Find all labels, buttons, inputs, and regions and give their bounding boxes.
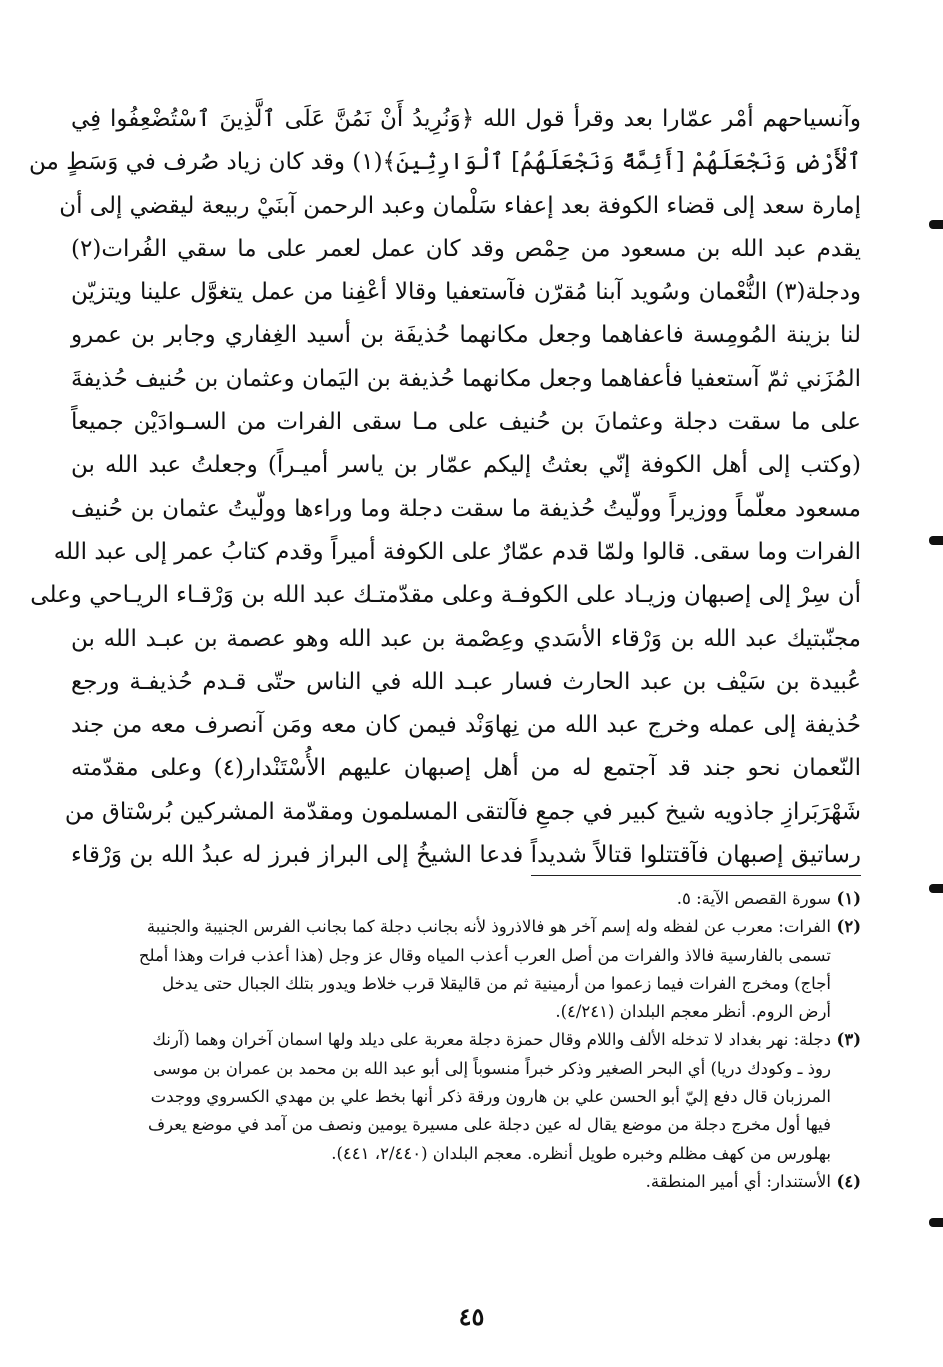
footnote-text: دجلة: نهر بغداد لا تدخله الألف واللام وقال حمزة دجلة معربة على ديلد ولها اسمان آخران وهما (آرنك bbox=[152, 1030, 831, 1050]
page-edge-mark bbox=[929, 536, 943, 545]
text-line: المُزَني ثمّ آستعفيا فأعفاهما وجعل مكانهما حُذيفة بن اليَمان وعثمان بن حُنيف حُذيفةَ bbox=[71, 365, 861, 392]
footnote bbox=[91, 1168, 861, 1196]
main-body-text bbox=[29, 98, 861, 877]
footnote-number: (٢) bbox=[836, 917, 861, 937]
footnote-text: الفرات: معرب عن لفظه وله إسم آخر هو فالاذروذ لأنه بجانب دجلة كما بجانب الفرس الجنيبة والجنيبة bbox=[146, 917, 831, 937]
text-line: على ما سقت دجلة وعثمانَ بن حُنيف على مـا سقى الفرات من السـوادَيْن جميعاً bbox=[71, 409, 861, 436]
footnote-first-line bbox=[91, 885, 861, 913]
text-line: يقدم عبد الله بن مسعود من حِمْص وقد كان عمل لعمر على ما سقي الفُرات(٢) bbox=[71, 235, 861, 262]
text-line: مجنّبتيك عبد الله بن وَرْقاء الأسَدي وعِصْمة بن عبد الله وهو عصمة بن عبـد الله بن bbox=[71, 625, 861, 652]
footnote-text: روذ ـ وكودك دريا) أي البحر الصغير وذكر خبراً منسوباً إلى أبو عبد الله بن محمد بن عمران بن موسى bbox=[153, 1058, 831, 1078]
text-line: عُبيدة بن سَيْف بن عبد الحارث فسار عبـد الله في الناس حتّى قـدم حُذيفـة ورجع bbox=[71, 668, 861, 695]
page-number: ٤٥ bbox=[458, 1302, 485, 1331]
footnote-separator bbox=[531, 875, 861, 876]
footnote-first-line bbox=[91, 913, 861, 941]
footnote-text: أرض الروم. أنظر معجم البلدان (٤/٢٤١). bbox=[555, 1002, 831, 1022]
page-edge-mark bbox=[929, 1218, 943, 1227]
footnote-number: (١) bbox=[836, 889, 861, 908]
text-line: ودجلة(٣) النُّعْمان وسُويد آبنا مُقرّن فآستعفيا وقالا أعْفِنا من عمل يتغوَّل علينا ويتزيّن bbox=[71, 279, 861, 306]
text-line: إمارة سعد إلى قضاء الكوفة بعد إعفاء سَلْمان وعبد الرحمن آبنَيْ ربيعة ليقضي إلى أن bbox=[59, 192, 861, 219]
text-line: لنا بزينة المُومِسة فاعفاهما وجعل مكانهما حُذيفَة بن أسيد الغِفاري وجابر بن عمرو bbox=[71, 322, 861, 349]
text-line: حُذيفة إلى عمله وخرج عبد الله من نِهاوَنْد فيمن كان معه ومَن آنصرف معه من جند bbox=[71, 712, 861, 739]
footnote-number: (٣) bbox=[836, 1030, 861, 1050]
text-line: شَهْرَبَرازِ جاذويه شيخ كبير في جمعِ فآلتقى المسلمون ومقدّمة المشركين بُرسْتاق من bbox=[64, 798, 861, 825]
footnote bbox=[91, 1026, 861, 1167]
footnote bbox=[91, 913, 861, 1026]
text-line: ٱلْأَرْضِ وَنَجْعَلَهُمْ [أَئِمَّةً وَنَجْعَلَهُمُ] ٱلْوَارِثِينَ﴾(١) وقد كان زياد صُرف في وَسَطٍ من bbox=[29, 149, 861, 176]
text-line: الفرات وما سقى. قالوا ولمّا قدم عمّارٌ على الكوفة أميراً وقدم كتابُ عمر إلى عبد الله bbox=[53, 538, 861, 565]
footnote-first-line bbox=[91, 1026, 861, 1054]
text-line: مسعود معلّماً ووزيراً وولّيتُ حُذيفة ما سقت دجلة وما وراءها وولّيتُ عثمان بن حُنيف bbox=[71, 495, 861, 522]
text-line: أن سِرْ إلى إصبهان وزيـاد على الكوفـة وعلى مقدّمتـك عبد الله بن وَرْقـاء الريـاحي وعلى bbox=[30, 582, 861, 609]
footnote-text: فيها أول مخرج دجلة من موضع يقال له عين دجلة على مسيرة يومين ونصف من آمد في موضع يعرف bbox=[148, 1115, 831, 1135]
footnote-number: (٤) bbox=[836, 1171, 861, 1191]
footnote-text: أجاج) ومخرج الفرات فيما زعموا من أرمينية ثم من قاليقلا قرب خلاط ويدور بتلك الجبال حتى يدخل bbox=[162, 973, 831, 993]
footnote-text: بهلورس من كهف مظلم وخبره طويل أنظره. معجم البلدان (٢/٤٤٠، ٤٤١). bbox=[331, 1143, 831, 1163]
footnote-text: سورة القصص الآية: ٥. bbox=[676, 889, 831, 908]
text-line: (وكتب إلى أهل الكوفة إنّي بعثتُ إليكم عمّار بن ياسر أميـراً) وجعلتُ عبد الله بن bbox=[71, 452, 861, 479]
footnote-text: تسمى بالفارسية فالاذ والفرات من أصل العرب أعذب المياه وقال عز وجل (هذا أعذب فرات وهذا أملح bbox=[138, 945, 831, 965]
page-edge-mark bbox=[929, 220, 943, 229]
text-line: النّعمان نحو جند قد آجتمع له من أهل إصبهان عليهم الأُسْتَنْدار(٤) وعلى مقدّمته bbox=[71, 755, 861, 782]
footnote-first-line bbox=[91, 1168, 861, 1196]
footnote-text: المرزبان قال دفع إليّ أبو الحسن علي بن هارون ورقة ذكر أنها بخط علي بن مهدي الكسروي ووجدت bbox=[150, 1087, 831, 1107]
footnote bbox=[91, 885, 861, 913]
text-line: وآنسياحهم أمْر عمّارا بعد وقرأ قول الله ﴿وَنُرِيدُ أَنْ نَمُنَّ عَلَى ٱلَّذِينَ ٱسْتُضْعِفُوا فِي bbox=[71, 106, 861, 132]
footnotes-section bbox=[91, 885, 861, 1196]
footnote-text: الأستندار: أي أمير المنطقة. bbox=[645, 1171, 831, 1191]
text-line: رساتيق إصبهان فآقتتلوا قتالاً شديداً فدعا الشيخُ إلى البراز فبرز له عبدُ الله بن وَرْقاء bbox=[71, 842, 861, 869]
page-edge-mark bbox=[929, 884, 943, 893]
